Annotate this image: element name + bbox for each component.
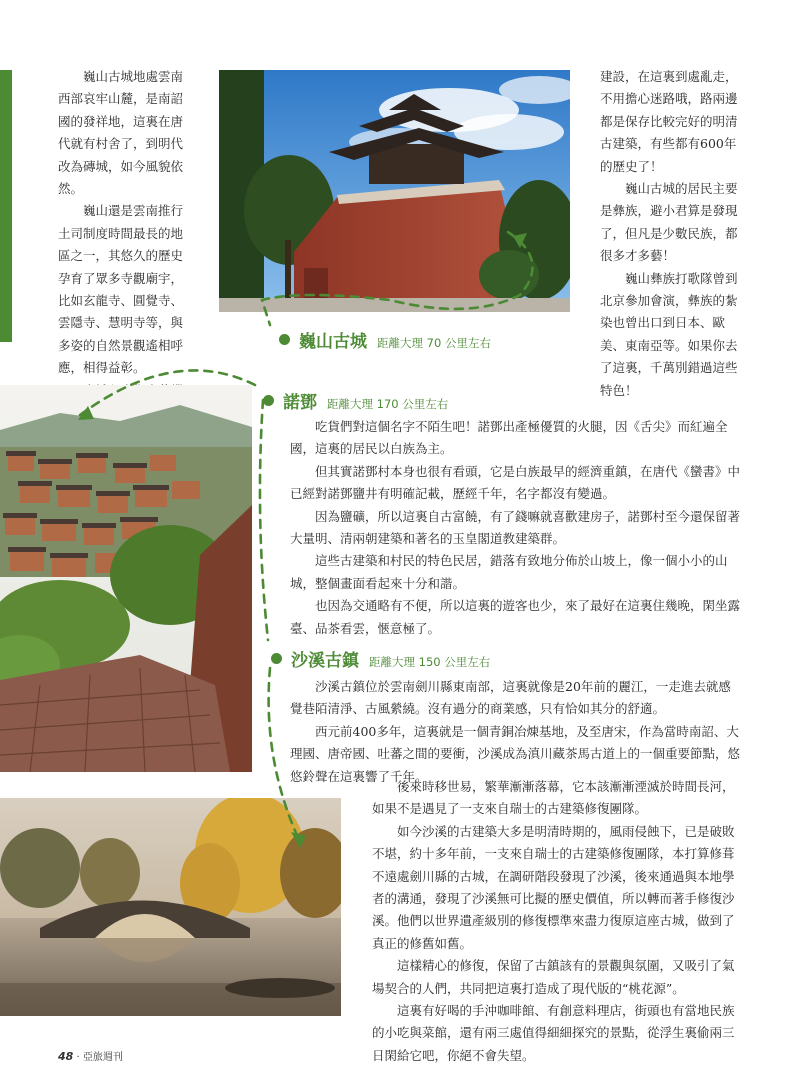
paragraph: 吃貨們對這個名字不陌生吧！諾鄧出產極優質的火腿，因《舌尖》而紅遍全國，這裏的居民以白族為主。 xyxy=(290,419,728,457)
section2-heading xyxy=(263,388,448,413)
section2-title: 諾鄧 xyxy=(283,393,317,413)
paragraph: 但其實諾鄧村本身也很有看頭，它是白族最早的經濟重鎮，在唐代《蠻書》中已經對諾鄧鹽井有明確記載，歷經千年，名字都沒有變過。 xyxy=(290,463,741,502)
paragraph: 這樣精心的修復，保留了古鎮該有的景觀與氛圍，又吸引了氣場契合的人們，共同把這裏打造成了現代版的“桃花源”。 xyxy=(372,958,735,996)
section1-right-column xyxy=(600,66,740,402)
paragraph: 巍山還是雲南推行土司制度時間最長的地區之一，其悠久的歷史孕育了眾多寺觀廟宇，比如玄龍寺、圓覺寺、雲隱寺、慧明寺等，與多姿的自然景觀遙相呼應，相得益彰。 xyxy=(58,203,184,376)
paragraph: 因為鹽礦，所以這裏自古富饒，有了錢嘛就喜歡建房子，諾鄧村至今還保留著大量明、清兩朝建築和著名的玉皇閣道教建築群。 xyxy=(290,508,741,547)
section2-distance: 距離大理 170 公里左右 xyxy=(327,397,449,411)
bullet-dot-icon xyxy=(271,653,282,664)
section3-title: 沙溪古鎮 xyxy=(291,651,359,671)
section3-text-top xyxy=(290,676,740,788)
page-footer xyxy=(58,1048,123,1063)
paragraph: 巍山彝族打歌隊曾到北京參加會演，彝族的紮染也曾出口到日本、歐美、東南亞等。如果你去了這裏，千萬別錯過這些特色！ xyxy=(600,270,738,398)
section1-title: 巍山古城 xyxy=(299,332,367,352)
paragraph: 西元前400多年，這裏就是一個青銅冶煉基地，及至唐宋，作為當時南詔、大理國、唐帝國、吐蕃之間的要衝，沙溪成為滇川藏茶馬古道上的一個重要節點，悠悠鈴聲在這裏響了千年。 xyxy=(290,723,741,784)
paragraph: 也因為交通略有不便，所以這裏的遊客也少，來了最好在這裏住幾晚，閑坐露臺、品茶看雲，愜意極了。 xyxy=(290,598,741,636)
section1-distance: 距離大理 70 公里左右 xyxy=(377,336,491,350)
nuodeng-village-photo xyxy=(0,385,252,772)
footer-separator: · xyxy=(76,1052,80,1063)
section3-distance: 距離大理 150 公里左右 xyxy=(369,655,491,669)
paragraph: 後來時移世易，繁華漸漸落幕，它本該漸漸湮滅於時間長河，如果不是遇見了一支來自瑞士的古建築修復團隊。 xyxy=(372,779,735,817)
paragraph: 沙溪古鎮位於雲南劍川縣東南部，這裏就像是20年前的麗江，一走進去就感覺巷陌清淨、古風縈繞。沒有過分的商業感，只有恰如其分的舒適。 xyxy=(290,679,731,717)
bullet-dot-icon xyxy=(263,395,274,406)
section3-text-bottom xyxy=(372,776,740,1067)
page-accent-bar xyxy=(0,70,12,342)
shaxi-stone-bridge-photo xyxy=(0,798,341,1016)
paragraph: 巍山古城的居民主要是彝族，避小君算是發現了，但凡是少數民族，都很多才多藝！ xyxy=(600,181,738,264)
paragraph: 這裏有好喝的手沖咖啡館、有創意料理店，街頭也有當地民族的小吃與菜館，還有兩三處值得細細探究的景點，從浮生裏偷兩三日閑給它吧，你絕不會失望。 xyxy=(372,1003,735,1063)
section1-heading xyxy=(279,327,491,352)
bullet-dot-icon xyxy=(279,334,290,345)
paragraph: 巍山古城地處雲南西部哀牢山麓，是南詔國的發祥地，這裏在唐代就有村舍了，到明代改為磚城，如今風貌依然。 xyxy=(58,69,184,197)
weishan-gate-tower-photo xyxy=(219,70,570,312)
paragraph: 建設，在這裏到處亂走，不用擔心迷路哦，路兩邊都是保存比較完好的明清古建築，有些都有600年的歷史了！ xyxy=(600,69,738,174)
magazine-name: 亞旅週刊 xyxy=(82,1052,123,1063)
section2-text xyxy=(290,416,740,640)
paragraph: 這些古建築和村民的特色民居，錯落有致地分佈於山坡上，像一個小小的山城，整個畫面看起來十分和諧。 xyxy=(290,553,728,591)
page-number: 48 xyxy=(58,1050,74,1063)
section3-heading xyxy=(271,646,490,671)
paragraph: 如今沙溪的古建築大多是明清時期的，風雨侵蝕下，已是破敗不堪，約十多年前，一支來自瑞士的古建築修復團隊，本打算修葺不遠處劍川縣的古城，在調研階段發現了沙溪，後來通過與本地學者的溝通，發現了沙溪無可比擬的歷史價值，所以轉而著手修復沙溪。他們以世界遺產級別的修復標準來盡力復原這座古城，做到了真正的修舊如舊。 xyxy=(372,823,735,951)
